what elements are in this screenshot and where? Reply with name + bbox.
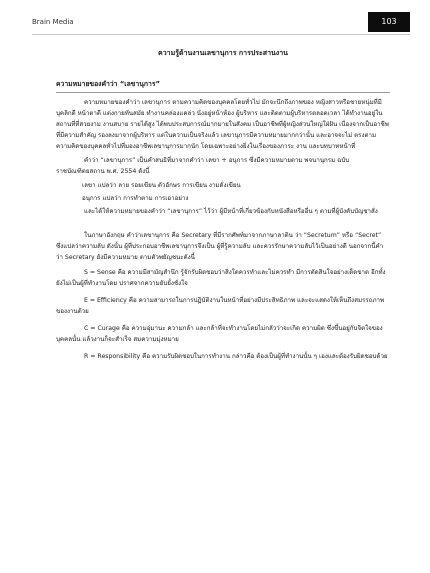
paragraph-1: ความหมายของคำว่า เลขานุการ ตามความคิดของบุคคลโดยทั่วไป มักจะนึกถึงภาพของ หญิงสาวหรือชายหนุ่มที่มีบุคลิกดี หน้าตาดี แต่งกายทันสมัย ทำงานคล่องแคล่ว นั่งอยู่หน้าห้อง ผู้บริหาร และติดตามผู้บริหารตลอดเวลา ได้ทำงานอยู่ในสถานที่ที่สวยงาม งานสบาย รายได้สูง ได้พบประสบการณ์มากมายในสังคม เป็นอาชีพที่ผู้หญิงส่วนใหญ่ใฝ่ฝัน เนื่องจากเป็นอาชีพที่มีความสำคัญ รองลงมาจากผู้บริหาร แต่ในความเป็นจริงแล้ว เลขานุการมีความหมายมากกว่านั้น และอาจจะไม่ ตรงตามความคิดของบุคคลทั่วไปที่มองอาชีพเลขานุการมากนัก โดยเฉพาะอย่างยิ่งในเรื่องของภาระ งาน และบทบาทหน้าที่ bbox=[56, 99, 389, 150]
page-number-badge: 103 bbox=[368, 12, 410, 32]
definition-1: เลขา แปลว่า ลาย รอยเขียน ตัวอักษร การเขียน งามดั่งเขียน bbox=[82, 182, 241, 189]
section-heading: ความหมายของคำว่า “เลขานุการ” bbox=[56, 79, 390, 93]
running-header bbox=[32, 14, 410, 35]
paragraph-3: และได้ให้ความหมายของคำว่า “เลขานุการ” ไว้ว่า ผู้มีหน้าที่เกี่ยวข้องกับหนังสือหรืออื่น ๆ ตามที่ผู้บังคับบัญชาสั่ง bbox=[84, 208, 378, 215]
page-title: ความรู้ด้านงานเลขานุการ การประสานงาน bbox=[158, 49, 288, 57]
definition-2: อนุการ แปลว่า การทำตาม การเอาอย่าง bbox=[82, 195, 189, 202]
paragraph-4: ในภาษาอังกฤษ คำว่าเลขานุการ คือ Secretary ที่มีรากศัพท์มาจากภาษาลาติน ว่า “Secretum” หรือ “Secret” ซึ่งแปลว่าความลับ ดังนั้น ผู้ที่ประกอบอาชีพเลขานุการจึงเป็น ผู้ที่รู้ความลับ และควรรักษาความลับไว้เป็นอย่างดี นอกจากนี้คำว่า Secretary ยังมีความหมาย ตามตัวพยัญชนะดังนี้ bbox=[56, 232, 384, 261]
term-r: R = Responsibility คือ ความรับผิดชอบในการทำงาน กล่าวคือ ต้องเป็นผู้ที่ทำงานนั้น ๆ เองและต้องรับผิดชอบด้วย bbox=[84, 353, 388, 360]
paragraph-gap bbox=[56, 220, 390, 230]
term-c: C = Curage คือ ความอุ่มานะ ความกล้า และกล้าที่จะทำงานโดยไม่กลัวว่าจะเกิด ความผิด ซึ่งขึ้นอยู่กับจิตใจของบุคคลนั้น แล้วงานก็จะสำเร็จ สมความมุ่งหมาย bbox=[56, 325, 383, 343]
term-e: E = Efficiency คือ ความสามารถในการปฏิบัติงานในหน้าที่อย่างมีประสิทธิภาพ และจะแสดงให้เห็นถึงสมรรถภาพของงานด้วย bbox=[56, 297, 385, 315]
term-s: S = Sense คือ ความมีสามัญสำนึก รู้จักรับผิดชอบว่าสิ่งใดควรทำและไม่ควรทำ มีการตัดสินใจอย่างเด็ดขาด อีกทั้งยังไม่เป็นผู้ที่ทำงานโดย ปราศจากความยับยั้งชั่งใจ bbox=[56, 269, 386, 287]
brand-name: Brain Media bbox=[32, 18, 74, 26]
paragraph-2: คำว่า “เลขานุการ” เป็นคำสนธิที่มาจากคำว่า เลขา + อนุการ ซึ่งมีความหมายตาม พจนานุกรม ฉบับราชบัณฑิตยสถาน พ.ศ. 2554 ดังนี้ bbox=[56, 157, 350, 175]
page-content bbox=[56, 48, 390, 368]
